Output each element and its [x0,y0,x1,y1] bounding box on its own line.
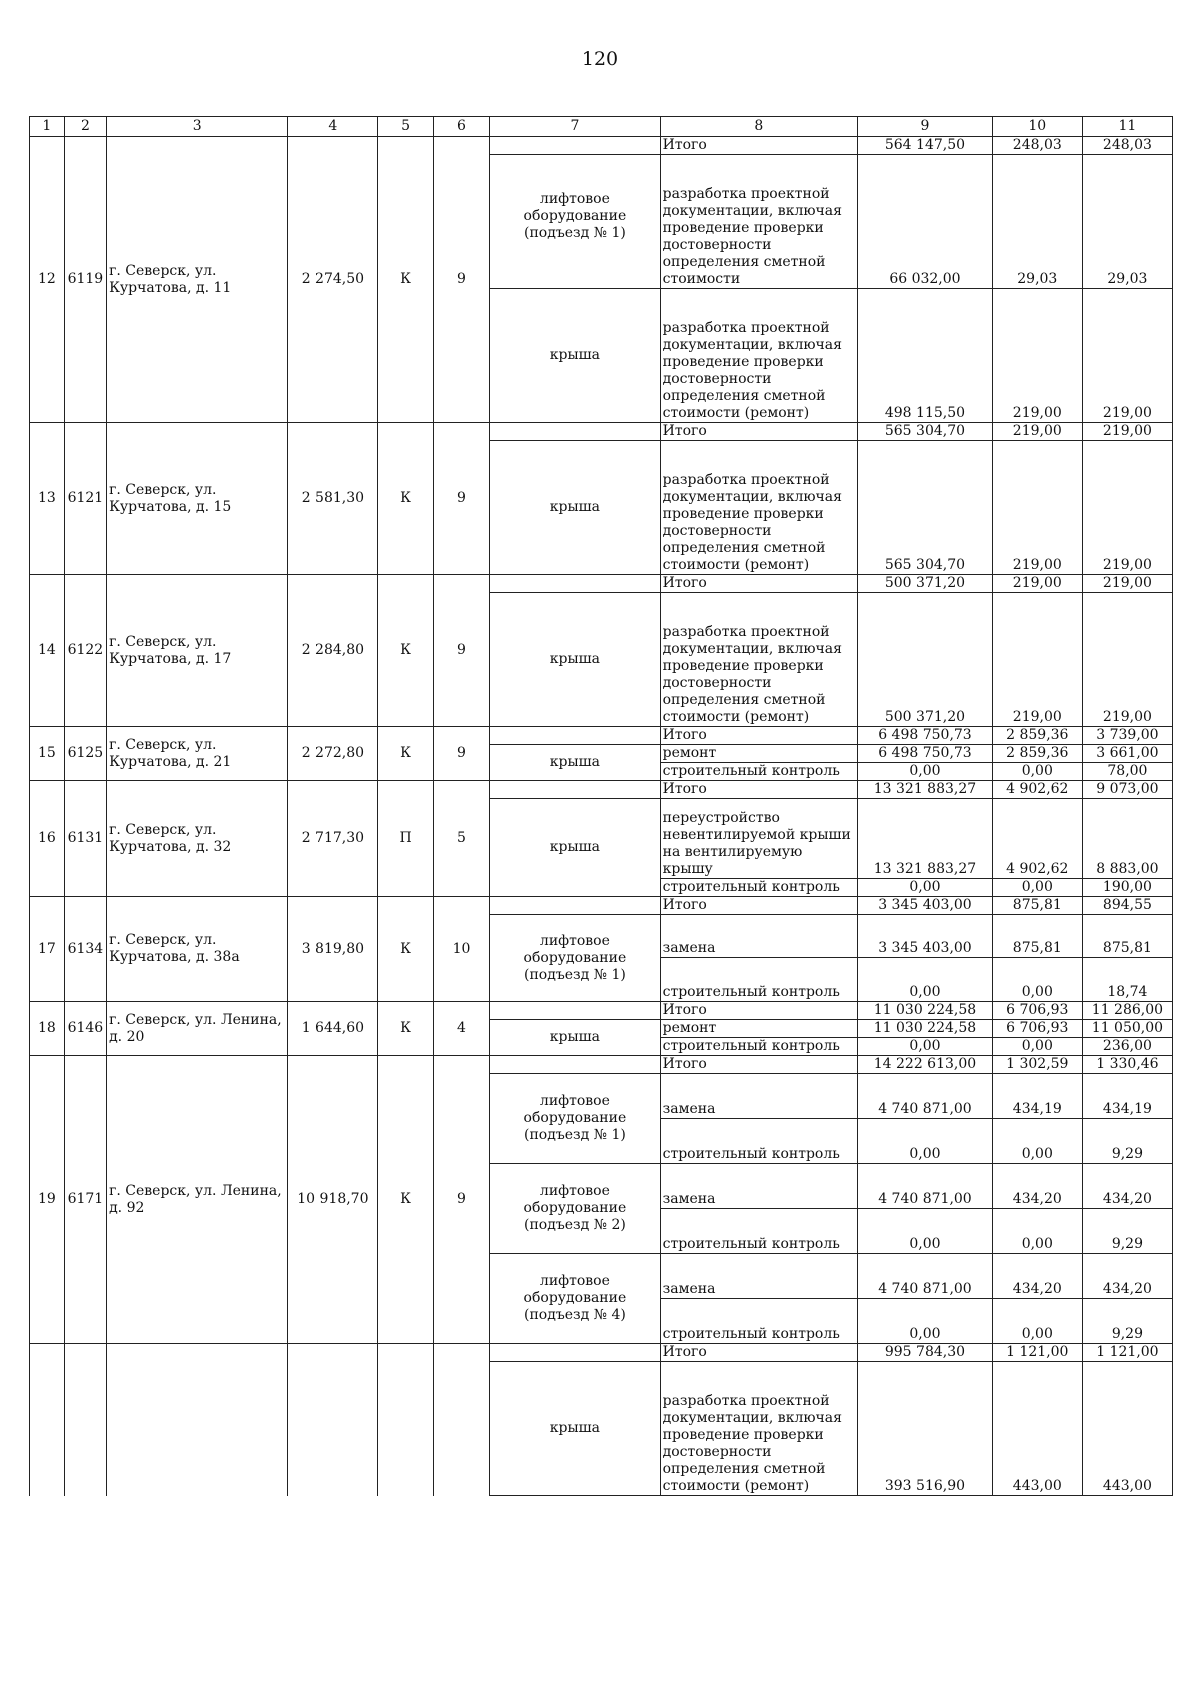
floor-count: 5 [433,781,489,897]
cost-total: 13 321 883,27 [858,799,993,879]
cost-total: 6 498 750,73 [858,727,993,745]
work-type: разработка проектной документации, включая проведение проверки достоверности определения сметной стоимости (ремонт) [660,289,858,423]
house-area: 2 272,80 [288,727,378,781]
col-header: 1 [30,117,65,137]
wall-material: К [378,727,433,781]
wall-material: К [378,897,433,1002]
max-cost: 434,20 [1082,1164,1172,1209]
row-number: 13 [30,423,65,575]
unit-cost: 0,00 [992,958,1082,1002]
work-type: разработка проектной документации, включая проведение проверки достоверности определения сметной стоимости [660,155,858,289]
col-header: 7 [490,117,660,137]
unit-cost: 1 121,00 [992,1344,1082,1362]
max-cost: 443,00 [1082,1362,1172,1496]
house-area [288,1344,378,1496]
table-row [30,781,1173,799]
unit-cost: 4 902,62 [992,781,1082,799]
work-type: строительный контроль [660,1299,858,1344]
row-number: 18 [30,1002,65,1056]
unit-cost: 2 859,36 [992,745,1082,763]
max-cost: 219,00 [1082,423,1172,441]
cost-total: 4 740 871,00 [858,1254,993,1299]
element-label: лифтовое оборудование (подъезд № 1) [490,1074,660,1164]
unit-cost: 434,19 [992,1074,1082,1119]
cost-total: 565 304,70 [858,423,993,441]
max-cost: 11 050,00 [1082,1020,1172,1038]
row-number: 19 [30,1056,65,1344]
element-label: крыша [490,745,660,781]
cost-total: 4 740 871,00 [858,1074,993,1119]
max-cost: 219,00 [1082,575,1172,593]
max-cost: 219,00 [1082,441,1172,575]
page-number: 120 [581,48,619,70]
table-row [30,423,1173,441]
unit-cost: 6 706,93 [992,1020,1082,1038]
row-number: 16 [30,781,65,897]
element-label: лифтовое оборудование (подъезд № 1) [490,155,660,289]
col-header: 4 [288,117,378,137]
house-address: г. Северск, ул. Курчатова, д. 21 [107,727,288,781]
unit-cost: 434,20 [992,1254,1082,1299]
cost-total: 564 147,50 [858,137,993,155]
house-code: 6146 [64,1002,106,1056]
element-label: лифтовое оборудование (подъезд № 1) [490,915,660,1002]
house-area: 2 284,80 [288,575,378,727]
col-header: 2 [64,117,106,137]
table-row [30,1344,1173,1362]
row-number: 12 [30,137,65,423]
row-number: 15 [30,727,65,781]
row-number: 14 [30,575,65,727]
cost-total: 6 498 750,73 [858,745,993,763]
element-cell [490,727,660,745]
element-cell [490,423,660,441]
wall-material: П [378,781,433,897]
max-cost: 78,00 [1082,763,1172,781]
work-type: переустройство невентилируемой крыши на вентилируемую крышу [660,799,858,879]
house-code: 6119 [64,137,106,423]
max-cost: 8 883,00 [1082,799,1172,879]
work-type: Итого [660,727,858,745]
work-type: разработка проектной документации, включая проведение проверки достоверности определения сметной стоимости (ремонт) [660,441,858,575]
unit-cost: 219,00 [992,441,1082,575]
col-header: 9 [858,117,993,137]
cost-total: 13 321 883,27 [858,781,993,799]
cost-total: 4 740 871,00 [858,1164,993,1209]
wall-material [378,1344,433,1496]
unit-cost: 1 302,59 [992,1056,1082,1074]
house-area: 3 819,80 [288,897,378,1002]
work-type: разработка проектной документации, включая проведение проверки достоверности определения сметной стоимости (ремонт) [660,1362,858,1496]
table-row [30,137,1173,155]
work-type: Итого [660,137,858,155]
house-address: г. Северск, ул. Курчатова, д. 11 [107,137,288,423]
unit-cost: 443,00 [992,1362,1082,1496]
work-type: ремонт [660,745,858,763]
max-cost: 219,00 [1082,289,1172,423]
unit-cost: 219,00 [992,575,1082,593]
work-type: разработка проектной документации, включая проведение проверки достоверности определения сметной стоимости (ремонт) [660,593,858,727]
wall-material: К [378,575,433,727]
floor-count: 4 [433,1002,489,1056]
col-header: 10 [992,117,1082,137]
wall-material: К [378,1002,433,1056]
house-address: г. Северск, ул. Ленина, д. 92 [107,1056,288,1344]
house-code [64,1344,106,1496]
house-area: 2 581,30 [288,423,378,575]
cost-total: 0,00 [858,958,993,1002]
element-cell [490,1056,660,1074]
header-row [30,117,1173,137]
cost-total: 14 222 613,00 [858,1056,993,1074]
max-cost: 3 739,00 [1082,727,1172,745]
unit-cost: 0,00 [992,879,1082,897]
cost-total: 0,00 [858,763,993,781]
unit-cost: 219,00 [992,423,1082,441]
floor-count: 9 [433,727,489,781]
house-address: г. Северск, ул. Курчатова, д. 32 [107,781,288,897]
house-address [107,1344,288,1496]
max-cost: 9,29 [1082,1299,1172,1344]
cost-total: 0,00 [858,1038,993,1056]
cost-total: 3 345 403,00 [858,915,993,958]
house-code: 6125 [64,727,106,781]
max-cost: 3 661,00 [1082,745,1172,763]
element-cell [490,1344,660,1362]
max-cost: 434,19 [1082,1074,1172,1119]
col-header: 6 [433,117,489,137]
max-cost: 219,00 [1082,593,1172,727]
col-header: 8 [660,117,858,137]
work-type: строительный контроль [660,958,858,1002]
element-label: крыша [490,593,660,727]
unit-cost: 0,00 [992,1299,1082,1344]
work-type: замена [660,915,858,958]
cost-total: 498 115,50 [858,289,993,423]
wall-material: К [378,1056,433,1344]
work-type: Итого [660,897,858,915]
table-row [30,575,1173,593]
max-cost: 190,00 [1082,879,1172,897]
work-type: замена [660,1074,858,1119]
repair-program-table [29,116,1173,1496]
element-cell [490,575,660,593]
work-type: замена [660,1254,858,1299]
unit-cost: 248,03 [992,137,1082,155]
element-cell [490,897,660,915]
max-cost: 236,00 [1082,1038,1172,1056]
max-cost: 1 330,46 [1082,1056,1172,1074]
cost-total: 0,00 [858,879,993,897]
house-area: 10 918,70 [288,1056,378,1344]
house-area: 2 717,30 [288,781,378,897]
house-address: г. Северск, ул. Курчатова, д. 17 [107,575,288,727]
unit-cost: 0,00 [992,1209,1082,1254]
unit-cost: 29,03 [992,155,1082,289]
unit-cost: 219,00 [992,289,1082,423]
row-number: 17 [30,897,65,1002]
element-cell [490,137,660,155]
house-code: 6131 [64,781,106,897]
cost-total: 66 032,00 [858,155,993,289]
cost-total: 500 371,20 [858,575,993,593]
cost-total: 0,00 [858,1299,993,1344]
element-label: крыша [490,441,660,575]
floor-count: 10 [433,897,489,1002]
house-code: 6171 [64,1056,106,1344]
cost-total: 0,00 [858,1119,993,1164]
work-type: Итого [660,1344,858,1362]
house-address: г. Северск, ул. Курчатова, д. 15 [107,423,288,575]
max-cost: 9,29 [1082,1119,1172,1164]
house-code: 6122 [64,575,106,727]
cost-total: 500 371,20 [858,593,993,727]
unit-cost: 875,81 [992,897,1082,915]
work-type: строительный контроль [660,1209,858,1254]
element-label: лифтовое оборудование (подъезд № 2) [490,1164,660,1254]
floor-count: 9 [433,137,489,423]
unit-cost: 6 706,93 [992,1002,1082,1020]
max-cost: 11 286,00 [1082,1002,1172,1020]
col-header: 3 [107,117,288,137]
element-label: крыша [490,1362,660,1496]
house-area: 2 274,50 [288,137,378,423]
work-type: Итого [660,1056,858,1074]
unit-cost: 875,81 [992,915,1082,958]
floor-count: 9 [433,575,489,727]
work-type: Итого [660,1002,858,1020]
cost-total: 393 516,90 [858,1362,993,1496]
cost-total: 995 784,30 [858,1344,993,1362]
max-cost: 18,74 [1082,958,1172,1002]
element-label: крыша [490,799,660,897]
max-cost: 248,03 [1082,137,1172,155]
max-cost: 875,81 [1082,915,1172,958]
cost-total: 3 345 403,00 [858,897,993,915]
cost-total: 0,00 [858,1209,993,1254]
unit-cost: 0,00 [992,1038,1082,1056]
unit-cost: 4 902,62 [992,799,1082,879]
cost-total: 11 030 224,58 [858,1002,993,1020]
unit-cost: 0,00 [992,763,1082,781]
max-cost: 29,03 [1082,155,1172,289]
house-address: г. Северск, ул. Курчатова, д. 38а [107,897,288,1002]
cost-total: 11 030 224,58 [858,1020,993,1038]
element-label: крыша [490,289,660,423]
max-cost: 9,29 [1082,1209,1172,1254]
unit-cost: 0,00 [992,1119,1082,1164]
house-code: 6134 [64,897,106,1002]
house-code: 6121 [64,423,106,575]
col-header: 11 [1082,117,1172,137]
work-type: ремонт [660,1020,858,1038]
cost-total: 565 304,70 [858,441,993,575]
max-cost: 9 073,00 [1082,781,1172,799]
table-row [30,1002,1173,1020]
table-row [30,1056,1173,1074]
table-row [30,897,1173,915]
element-label: крыша [490,1020,660,1056]
work-type: строительный контроль [660,1038,858,1056]
element-cell [490,781,660,799]
row-number [30,1344,65,1496]
element-label: лифтовое оборудование (подъезд № 4) [490,1254,660,1344]
wall-material: К [378,137,433,423]
house-area: 1 644,60 [288,1002,378,1056]
wall-material: К [378,423,433,575]
col-header: 5 [378,117,433,137]
work-type: строительный контроль [660,763,858,781]
work-type: строительный контроль [660,879,858,897]
floor-count: 9 [433,423,489,575]
work-type: Итого [660,423,858,441]
unit-cost: 434,20 [992,1164,1082,1209]
max-cost: 894,55 [1082,897,1172,915]
max-cost: 1 121,00 [1082,1344,1172,1362]
work-type: Итого [660,781,858,799]
floor-count: 9 [433,1056,489,1344]
floor-count [433,1344,489,1496]
work-type: строительный контроль [660,1119,858,1164]
unit-cost: 219,00 [992,593,1082,727]
max-cost: 434,20 [1082,1254,1172,1299]
element-cell [490,1002,660,1020]
table-row [30,727,1173,745]
work-type: Итого [660,575,858,593]
unit-cost: 2 859,36 [992,727,1082,745]
work-type: замена [660,1164,858,1209]
house-address: г. Северск, ул. Ленина, д. 20 [107,1002,288,1056]
